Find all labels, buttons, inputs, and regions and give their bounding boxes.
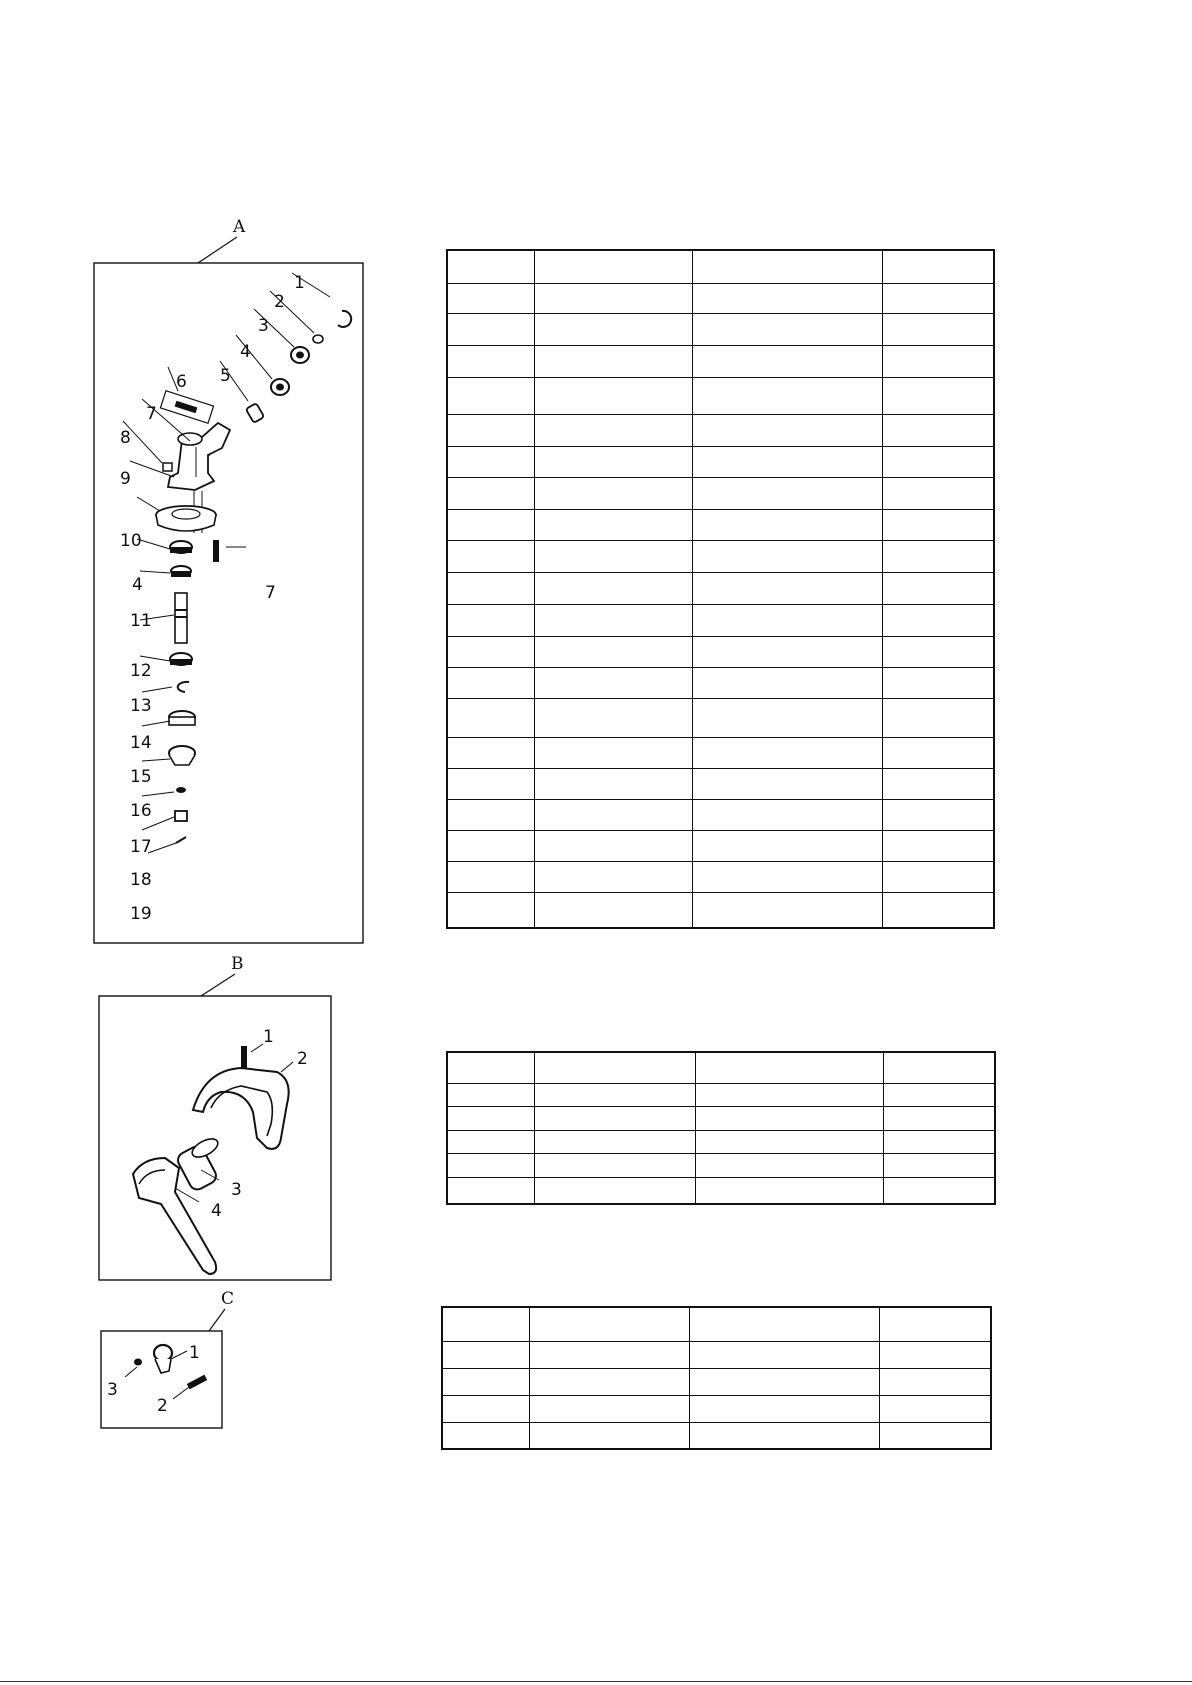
- callout-a-8: 8: [120, 428, 131, 448]
- callout-a-17: 17: [130, 837, 152, 857]
- table-row: [447, 477, 994, 509]
- diagram-c: [99, 1287, 239, 1431]
- callout-a-5: 5: [220, 366, 231, 386]
- table-row: [447, 698, 994, 737]
- table-row: [447, 540, 994, 572]
- callout-a-1: 1: [294, 273, 305, 293]
- table-row: [447, 414, 994, 446]
- callout-a-10: 10: [120, 531, 142, 551]
- callout-b-2: 2: [297, 1049, 308, 1069]
- table-row: [447, 1130, 995, 1153]
- callout-a-12: 12: [130, 661, 152, 681]
- callout-a-9: 9: [120, 469, 131, 489]
- table-row: [442, 1368, 991, 1395]
- callout-c-3: 3: [107, 1380, 118, 1400]
- callout-c-1: 1: [189, 1343, 200, 1363]
- callout-b-1: 1: [263, 1027, 274, 1047]
- callout-a-2: 2: [274, 292, 285, 312]
- diagram-a: [90, 215, 370, 947]
- table-row: [447, 345, 994, 377]
- table-row: [442, 1307, 991, 1341]
- table-row: [447, 892, 994, 928]
- diagram-b-figure: [95, 952, 335, 1282]
- table-row: [447, 799, 994, 830]
- table-row: [442, 1395, 991, 1422]
- callout-a-6: 6: [176, 372, 187, 392]
- diagram-a-figure: [90, 215, 370, 947]
- table-row: [447, 604, 994, 636]
- table-row: [447, 572, 994, 604]
- callout-a-3: 3: [258, 316, 269, 336]
- callout-a-7b: 7: [265, 583, 276, 603]
- diagram-b-title: B: [231, 954, 244, 974]
- table-row: [442, 1341, 991, 1368]
- page-bottom-rule: [0, 1681, 1192, 1682]
- callout-a-4: 4: [240, 342, 251, 362]
- table-row: [447, 636, 994, 667]
- table-row: [447, 737, 994, 768]
- parts-table-c: [441, 1306, 992, 1450]
- callout-b-3: 3: [231, 1180, 242, 1200]
- callout-a-19: 19: [130, 904, 152, 924]
- table-row: [447, 667, 994, 698]
- callout-a-11: 11: [130, 611, 152, 631]
- callout-a-15: 15: [130, 767, 152, 787]
- diagram-c-title: C: [221, 1289, 235, 1309]
- callout-c-2: 2: [157, 1396, 168, 1416]
- diagram-b: [95, 952, 335, 1282]
- diagram-c-figure: [99, 1287, 239, 1431]
- callout-a-14: 14: [130, 733, 152, 753]
- table-row: [447, 830, 994, 861]
- table-row: [447, 509, 994, 540]
- table-row: [447, 283, 994, 313]
- table-row: [447, 861, 994, 892]
- table-row: [447, 377, 994, 414]
- table-row: [447, 1052, 995, 1083]
- diagram-a-title: A: [233, 217, 246, 237]
- table-row: [447, 1153, 995, 1177]
- callout-a-13: 13: [130, 696, 152, 716]
- callout-a-16: 16: [130, 801, 152, 821]
- parts-table-b: [446, 1051, 996, 1205]
- table-row: [447, 1177, 995, 1204]
- table-row: [447, 250, 994, 283]
- callout-a-7: 7: [146, 404, 157, 424]
- table-row: [447, 1106, 995, 1130]
- table-row: [442, 1422, 991, 1449]
- callout-a-18: 18: [130, 870, 152, 890]
- table-row: [447, 1083, 995, 1106]
- parts-table-a: [446, 249, 995, 929]
- table-row: [447, 313, 994, 345]
- table-row: [447, 446, 994, 477]
- table-row: [447, 768, 994, 799]
- callout-a-4b: 4: [132, 575, 143, 595]
- callout-b-4: 4: [211, 1201, 222, 1221]
